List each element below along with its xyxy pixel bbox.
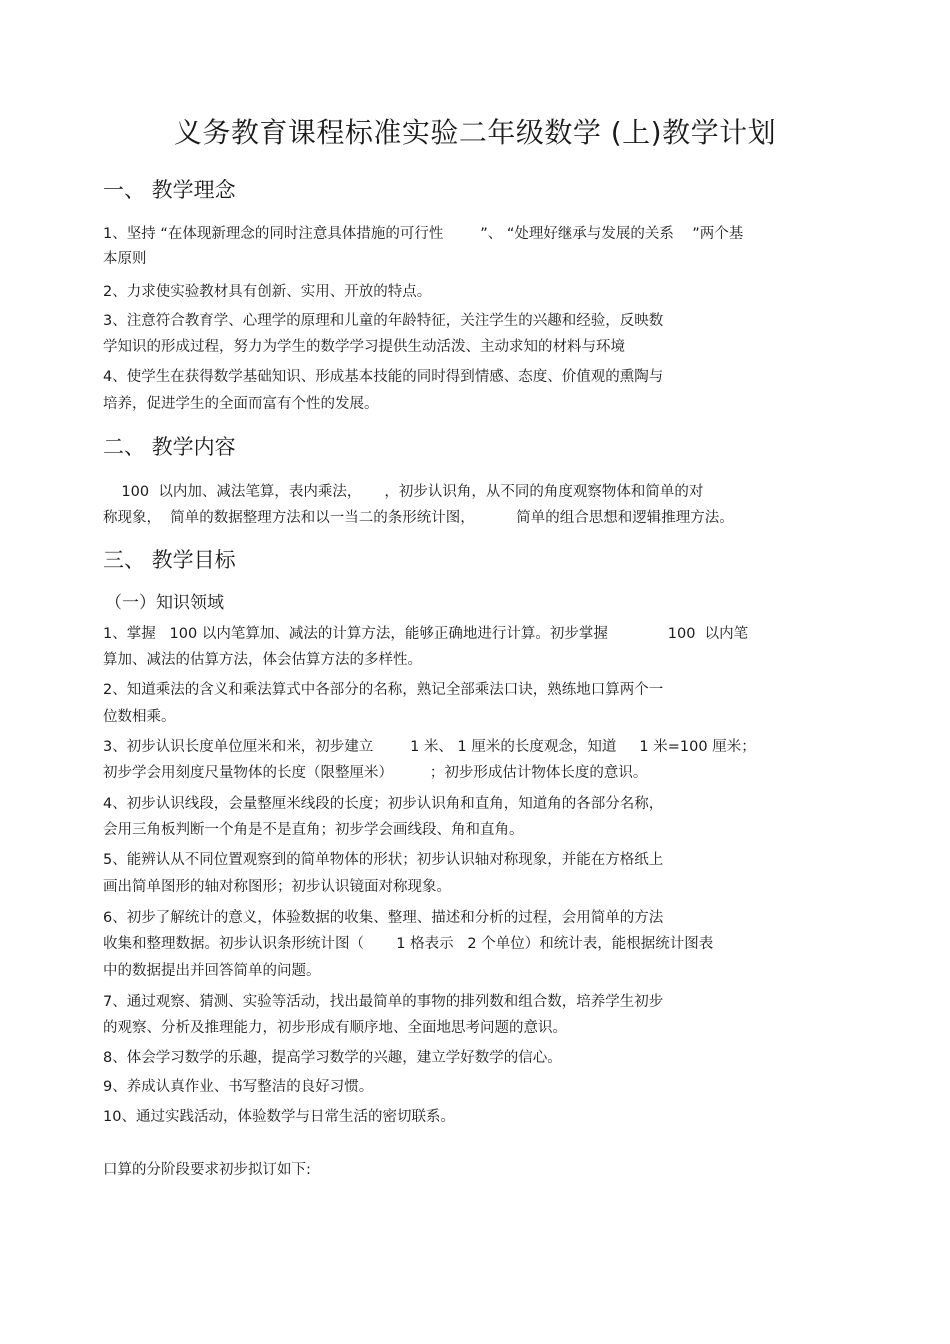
paragraph-line: 位数相乘。 — [103, 709, 176, 725]
paragraph-line: 收集和整理数据。初步认识条形统计图（ 1 格表示 2 个单位）和统计表，能根据统计图表 — [103, 936, 714, 952]
paragraph-line: 称现象， 简单的数据整理方法和以一当二的条形统计图， 简单的组合思想和逻辑推理方法。 — [103, 510, 734, 526]
paragraph-line: 5、能辨认从不同位置观察到的简单物体的形状；初步认识轴对称现象，并能在方格纸上 — [103, 852, 664, 868]
paragraph-line: 1、坚持 “在体现新理念的同时注意具体措施的可行性 ”、 “处理好继承与发展的关系 ”两个基 — [103, 226, 744, 242]
paragraph-line: 初步学会用刻度尺量物体的长度（限整厘米） ；初步形成估计物体长度的意识。 — [103, 765, 648, 781]
paragraph-line: 9、养成认真作业、书写整洁的良好习惯。 — [103, 1079, 374, 1095]
paragraph-line: 4、初步认识线段，会量整厘米线段的长度；初步认识角和直角，知道角的各部分名称， — [103, 796, 664, 812]
paragraph-line: 100 以内加、减法笔算，表内乘法， ，初步认识角，从不同的角度观察物体和简单的对 — [103, 484, 704, 500]
section-heading-philosophy: 一、 教学理念 — [103, 178, 236, 202]
section-heading-content: 二、 教学内容 — [103, 435, 236, 459]
paragraph-line: 会用三角板判断一个角是不是直角；初步学会画线段、角和直角。 — [103, 822, 524, 838]
paragraph-line: 培养，促进学生的全面而富有个性的发展。 — [103, 396, 379, 412]
paragraph-line: 的观察、分析及推理能力，初步形成有顺序地、全面地思考问题的意识。 — [103, 1020, 567, 1036]
paragraph-line: 3、初步认识长度单位厘米和米，初步建立 1 米、 1 厘米的长度观念，知道 1 米=100 厘米； — [103, 739, 756, 755]
paragraph-line: 7、通过观察、猜测、实验等活动，找出最简单的事物的排列数和组合数，培养学生初步 — [103, 994, 664, 1010]
paragraph-line: 3、注意符合教育学、心理学的原理和儿童的年龄特征，关注学生的兴趣和经验，反映数 — [103, 313, 664, 329]
paragraph-line: 4、使学生在获得数学基础知识、形成基本技能的同时得到情感、态度、价值观的熏陶与 — [103, 369, 664, 385]
paragraph-line: 学知识的形成过程，努力为学生的数学学习提供生动活泼、主动求知的材料与环境 — [103, 339, 625, 355]
paragraph-line: 算加、减法的估算方法，体会估算方法的多样性。 — [103, 652, 422, 668]
paragraph-line: 画出简单图形的轴对称图形；初步认识镜面对称现象。 — [103, 879, 451, 895]
paragraph-line: 2、知道乘法的含义和乘法算式中各部分的名称，熟记全部乘法口诀，熟练地口算两个一 — [103, 682, 664, 698]
closing-line: 口算的分阶段要求初步拟订如下: — [103, 1162, 311, 1178]
paragraph-line: 中的数据提出并回答简单的问题。 — [103, 963, 321, 979]
paragraph-line: 6、初步了解统计的意义，体验数据的收集、整理、描述和分析的过程，会用简单的方法 — [103, 910, 664, 926]
paragraph-line: 本原则 — [103, 251, 147, 267]
paragraph-line: 10、通过实践活动，体验数学与日常生活的密切联系。 — [103, 1109, 455, 1125]
paragraph-line: 1、掌握 100 以内笔算加、减法的计算方法，能够正确地进行计算。初步掌握 100 以内笔 — [103, 626, 749, 642]
document-title: 义务教育课程标准实验二年级数学 (上)教学计划 — [173, 116, 777, 149]
paragraph-line: 8、体会学习数学的乐趣，提高学习数学的兴趣，建立学好数学的信心。 — [103, 1050, 562, 1066]
subsection-heading-knowledge: （一）知识领域 — [105, 593, 224, 613]
section-heading-objectives: 三、 教学目标 — [103, 548, 236, 572]
paragraph-line: 2、力求使实验教材具有创新、实用、开放的特点。 — [103, 284, 432, 300]
